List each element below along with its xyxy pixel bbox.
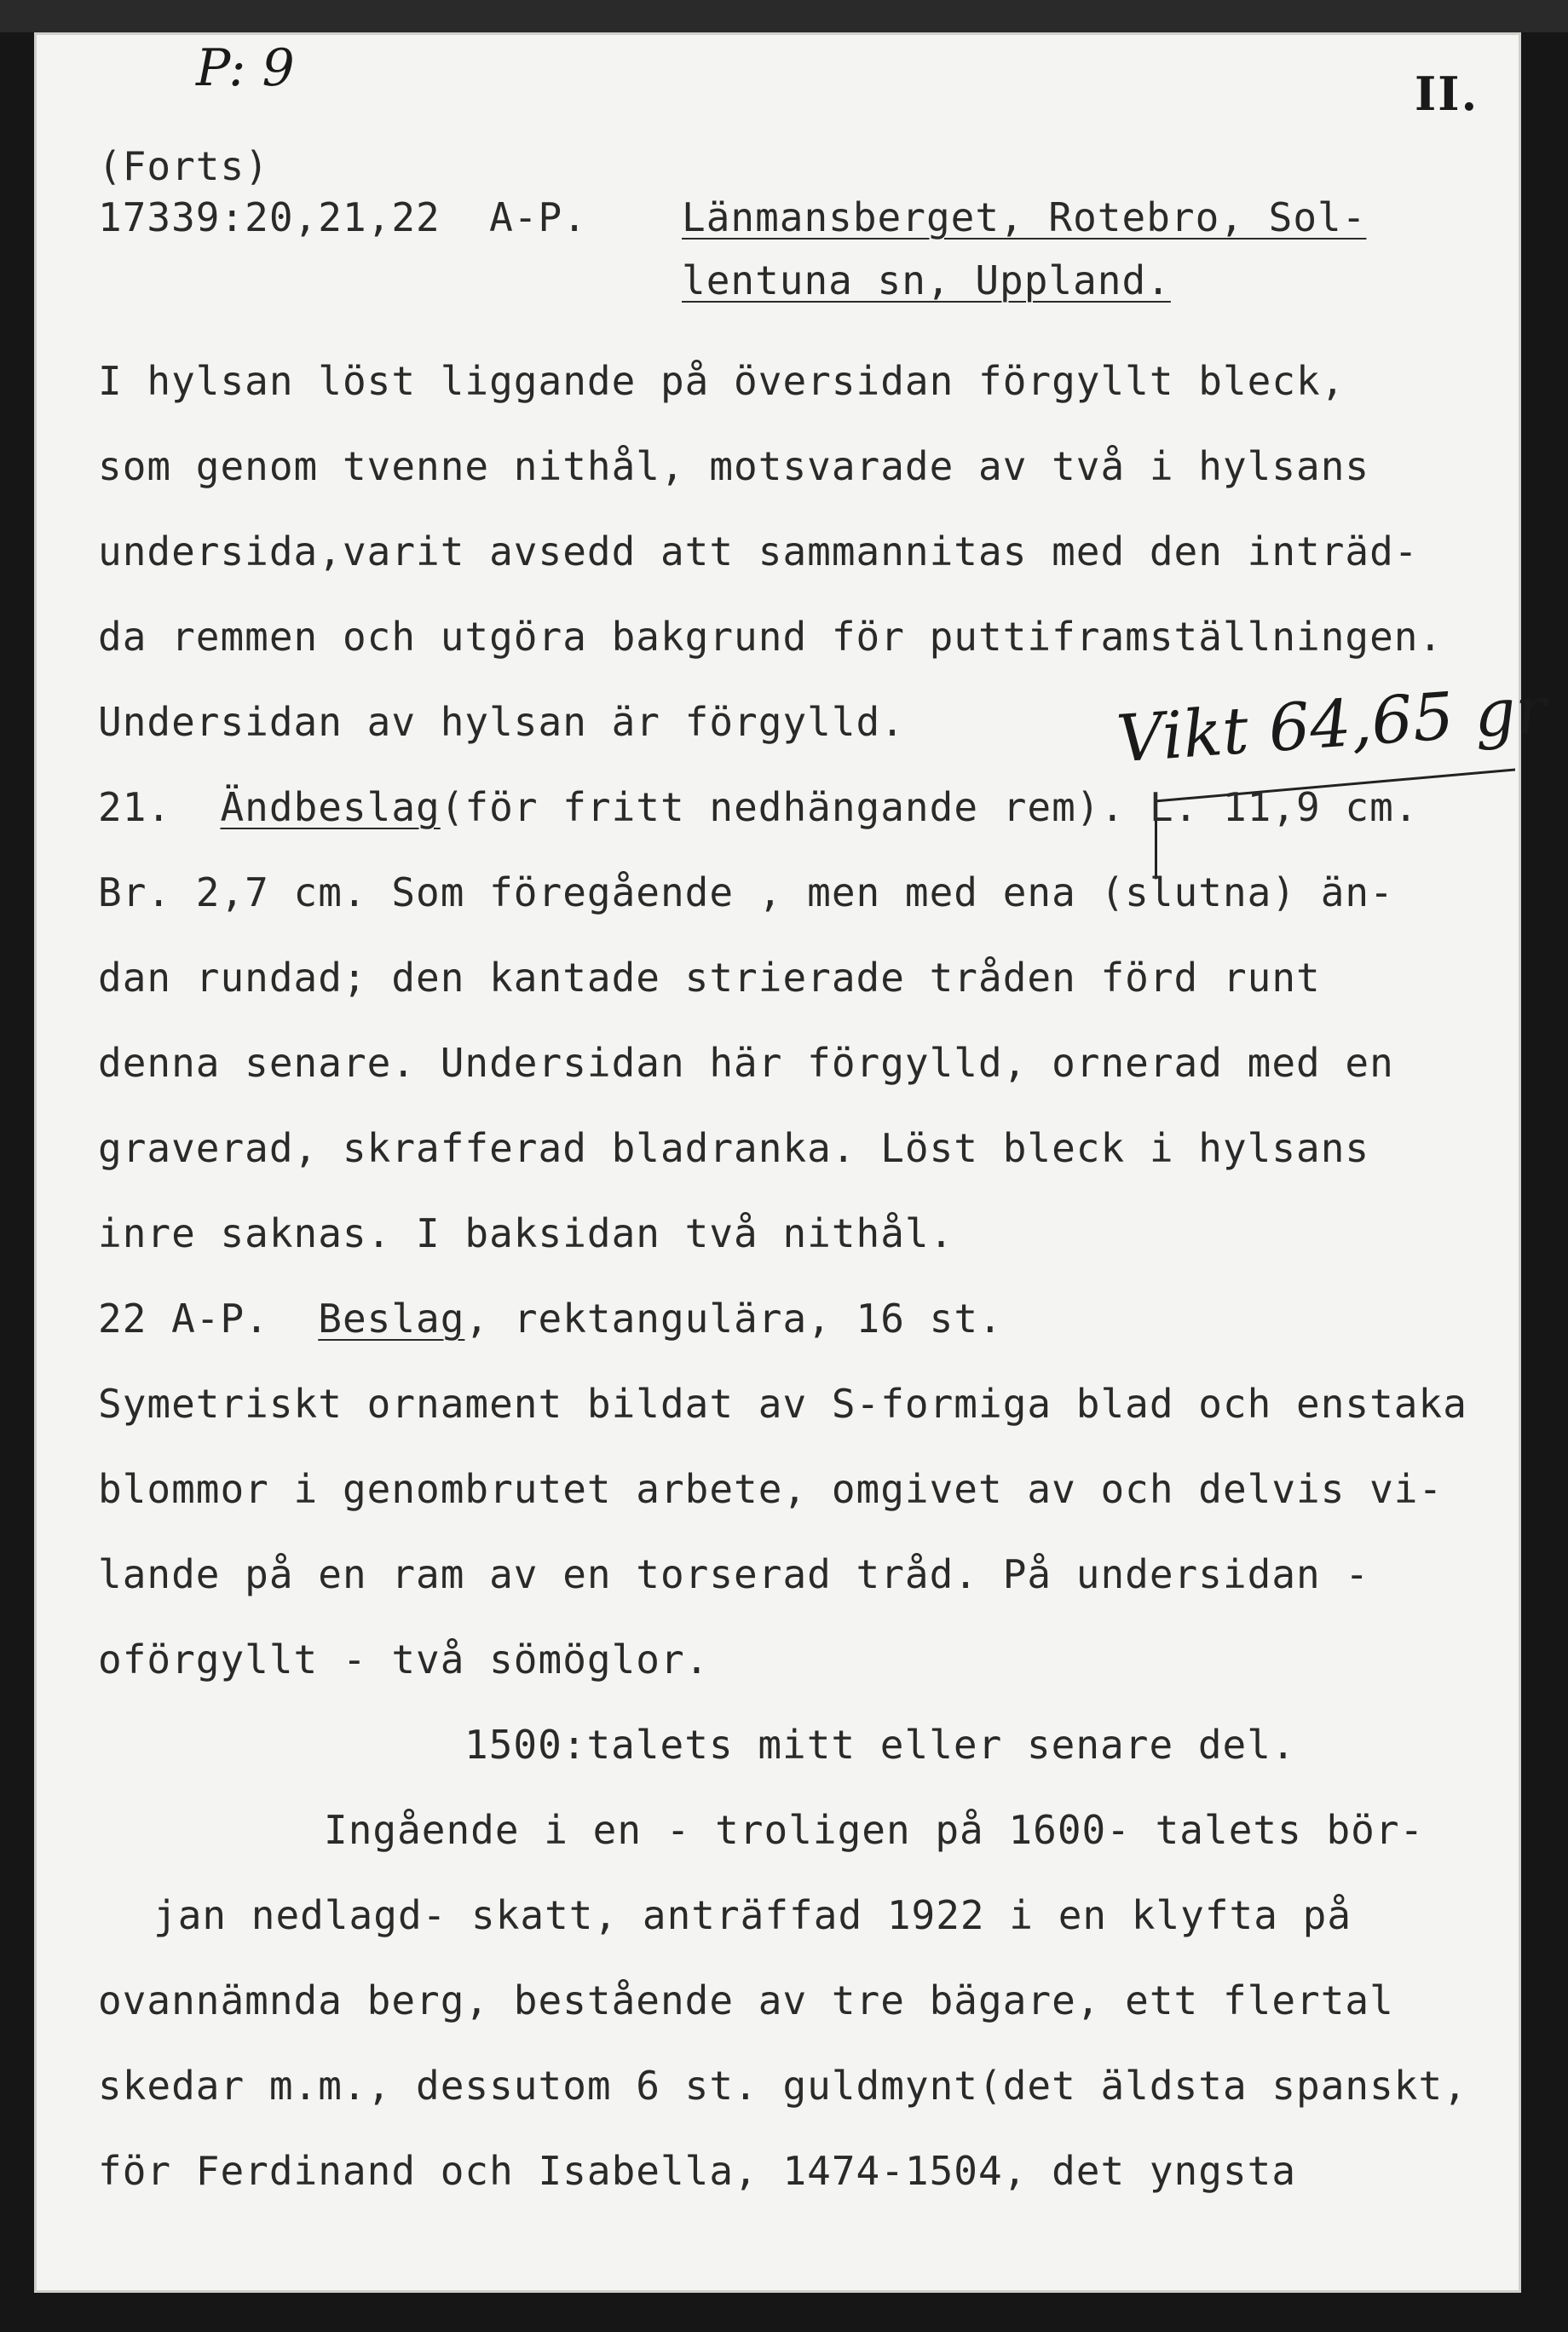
weight-note-handwritten: Vikt 64,65 gr — [1114, 671, 1549, 777]
body-line-18: Ingående i en - troligen på 1600- talets bör- — [324, 1807, 1425, 1853]
item-21-term: Ändbeslag — [220, 784, 441, 830]
item-21-description: (för fritt nedhängande rem). L. 11,9 cm. — [440, 784, 1419, 830]
item-21-line — [98, 784, 1419, 830]
body-line-4: da remmen och utgöra bakgrund för puttiframställningen. — [98, 614, 1444, 660]
card-id-handwritten: P: 9 — [196, 38, 295, 98]
body-line-22: för Ferdinand och Isabella, 1474-1504, det yngsta — [98, 2148, 1297, 2194]
body-line-5: Undersidan av hylsan är förgylld. — [98, 699, 905, 745]
body-line-3: undersida,varit avsedd att sammannitas med den inträd- — [98, 528, 1419, 574]
body-line-8: dan rundad; den kantade strierade tråden förd runt — [98, 955, 1321, 1001]
find-place-line1: Länmansberget, Rotebro, Sol- — [682, 194, 1367, 240]
item-22-line — [98, 1296, 1003, 1342]
body-line-10: graverad, skrafferad bladranka. Löst bleck i hylsans — [98, 1125, 1370, 1171]
body-line-16: oförgyllt - två sömöglor. — [98, 1636, 710, 1683]
body-line-21: skedar m.m., dessutom 6 st. guldmynt(det äldsta spanskt, — [98, 2063, 1467, 2109]
continued-label: (Forts) — [98, 143, 269, 189]
scan-border — [0, 0, 1568, 32]
body-line-7: Br. 2,7 cm. Som föregående , men med ena (slutna) än- — [98, 869, 1394, 915]
body-line-15: lande på en ram av en torserad tråd. På undersidan - — [98, 1551, 1370, 1597]
page-roman-numeral: II. — [1415, 66, 1479, 121]
body-line-13: Symetriskt ornament bildat av S-formiga blad och enstaka — [98, 1381, 1467, 1427]
body-line-20: ovannämnda berg, bestående av tre bägare, ett flertal — [98, 1977, 1394, 2023]
item-22-description: , rektangulära, 16 st. — [464, 1296, 1003, 1342]
body-line-1: I hylsan löst liggande på översidan förgyllt bleck, — [98, 358, 1346, 404]
body-line-11: inre saknas. I baksidan två nithål. — [98, 1210, 954, 1256]
item-22-number: 22 A-P. — [98, 1296, 269, 1342]
body-line-9: denna senare. Undersidan här förgylld, ornerad med en — [98, 1040, 1394, 1086]
item-21-number: 21. — [98, 784, 172, 830]
dating-line: 1500:talets mitt eller senare del. — [464, 1722, 1296, 1768]
find-place-line2: lentuna sn, Uppland. — [682, 257, 1171, 303]
item-22-term: Beslag — [318, 1296, 465, 1342]
body-line-19: jan nedlagd- skatt, anträffad 1922 i en klyfta på — [153, 1892, 1352, 1938]
catalog-number: 17339:20,21,22 A-P. — [98, 194, 587, 240]
body-line-2: som genom tvenne nithål, motsvarade av två i hylsans — [98, 443, 1370, 489]
body-line-14: blommor i genombrutet arbete, omgivet av och delvis vi- — [98, 1466, 1444, 1512]
